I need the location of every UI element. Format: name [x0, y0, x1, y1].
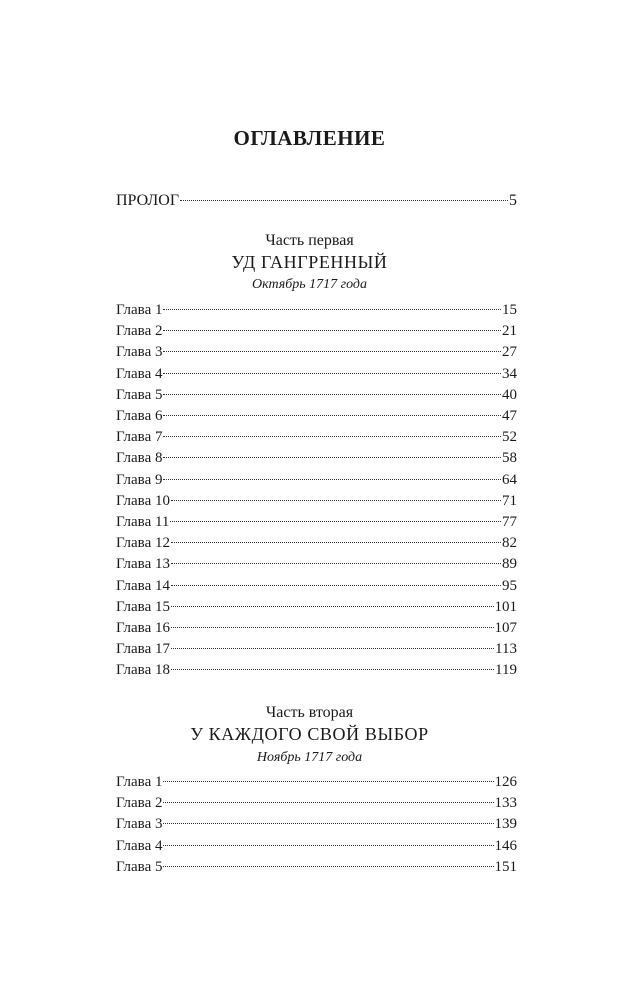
toc-entry-label: Глава 5: [116, 386, 163, 403]
toc-entry-label: Глава 4: [116, 365, 163, 382]
toc-entry-page: 82: [502, 535, 517, 552]
toc-entry-page: 21: [502, 323, 517, 340]
toc-entry-page: 139: [494, 816, 517, 833]
toc-entry-label: Глава 7: [116, 429, 163, 446]
toc-entry-page: 146: [494, 837, 517, 854]
toc-entry-label: Глава 15: [116, 598, 170, 615]
part1-title: УД ГАНГРЕННЫЙ: [231, 252, 388, 272]
toc-entry-prologue[interactable]: [116, 190, 517, 211]
dot-leader: [163, 866, 493, 867]
dot-leader: [163, 802, 493, 803]
dot-leader: [163, 457, 501, 458]
toc-entry-label: Глава 2: [116, 795, 163, 812]
toc-entry-page: 101: [494, 598, 517, 615]
toc-entry-page: 15: [502, 302, 517, 318]
toc-entry-label: Глава 14: [116, 577, 170, 594]
toc-entry-label: Глава 18: [116, 662, 170, 679]
toc-entry-page: 52: [502, 429, 517, 446]
toc-entry-page: 71: [502, 492, 517, 509]
toc-entry-chapter[interactable]: [116, 772, 517, 793]
toc-entry-label: Глава 1: [116, 302, 163, 318]
toc-entry-chapter[interactable]: [116, 427, 517, 448]
toc-entry-label: Глава 3: [116, 344, 163, 361]
part2-label: Часть вторая: [265, 704, 354, 721]
dot-leader: [163, 845, 493, 846]
toc-entry-chapter[interactable]: [116, 814, 517, 835]
toc-entry-page: 119: [495, 662, 517, 679]
dot-leader: [180, 200, 508, 201]
toc-entry-chapter[interactable]: [116, 321, 517, 342]
toc-entry-label: Глава 3: [116, 816, 163, 833]
toc-entry-chapter[interactable]: [116, 491, 517, 512]
part2-title: У КАЖДОГО СВОЙ ВЫБОР: [190, 724, 429, 744]
toc-entry-chapter[interactable]: [116, 300, 517, 321]
toc-entry-chapter[interactable]: [116, 554, 517, 575]
toc-entry-label: Глава 4: [116, 837, 163, 854]
toc-entry-label: Глава 5: [116, 858, 163, 875]
toc-entry-label: Глава 11: [116, 514, 170, 530]
dot-leader: [163, 309, 501, 310]
toc-entry-chapter[interactable]: [116, 857, 517, 878]
dot-leader: [171, 542, 501, 543]
toc-entry-chapter[interactable]: [116, 576, 517, 597]
toc-entry-page: 77: [502, 514, 517, 530]
toc-entry-chapter[interactable]: [116, 533, 517, 554]
toc-entry-chapter[interactable]: [116, 597, 517, 618]
toc-entry-label: Глава 16: [116, 620, 170, 636]
toc-entry-page: 107: [494, 620, 517, 636]
page-title: ОГЛАВЛЕНИЕ: [233, 126, 386, 150]
toc-entry-chapter[interactable]: [116, 406, 517, 427]
dot-leader: [163, 781, 493, 782]
toc-entry-chapter[interactable]: [116, 470, 517, 491]
toc-entry-page: 113: [495, 641, 517, 658]
dot-leader: [171, 606, 494, 607]
toc-entry-chapter[interactable]: [116, 448, 517, 469]
toc-entry-chapter[interactable]: [116, 639, 517, 660]
toc-entry-label: ПРОЛОГ: [116, 192, 180, 209]
toc-entry-page: 64: [502, 471, 517, 488]
toc-entry-label: Глава 2: [116, 323, 163, 340]
toc-entry-page: 5: [509, 192, 517, 209]
toc-entry-page: 58: [502, 450, 517, 467]
dot-leader: [163, 373, 501, 374]
dot-leader: [170, 521, 501, 522]
toc-entry-chapter[interactable]: [116, 836, 517, 857]
toc-entry-page: 126: [494, 774, 517, 790]
part2-date: Ноябрь 1717 года: [256, 750, 363, 765]
toc-entry-page: 27: [502, 344, 517, 361]
part1-date: Октябрь 1717 года: [251, 277, 368, 292]
toc-entry-chapter[interactable]: [116, 618, 517, 639]
dot-leader: [171, 627, 494, 628]
dot-leader: [163, 436, 501, 437]
toc-entry-chapter[interactable]: [116, 660, 517, 681]
toc-entry-label: Глава 17: [116, 641, 170, 658]
toc-entry-page: 95: [502, 577, 517, 594]
dot-leader: [163, 394, 501, 395]
dot-leader: [171, 669, 494, 670]
toc-entry-label: Глава 10: [116, 492, 170, 509]
toc-entry-label: Глава 6: [116, 408, 163, 424]
toc-entry-label: Глава 13: [116, 556, 170, 573]
toc-entry-chapter[interactable]: [116, 793, 517, 814]
toc-entry-page: 151: [494, 858, 517, 875]
dot-leader: [171, 563, 501, 564]
toc-entry-chapter[interactable]: [116, 385, 517, 406]
toc-entry-chapter[interactable]: [116, 364, 517, 385]
toc-entry-page: 89: [502, 556, 517, 573]
dot-leader: [163, 330, 501, 331]
part1-label: Часть первая: [265, 232, 354, 249]
dot-leader: [163, 351, 501, 352]
toc-entry-label: Глава 1: [116, 774, 163, 790]
toc-entry-label: Глава 8: [116, 450, 163, 467]
toc-entry-chapter[interactable]: [116, 512, 517, 533]
toc-entry-chapter[interactable]: [116, 342, 517, 363]
dot-leader: [163, 415, 501, 416]
dot-leader: [171, 648, 494, 649]
toc-entry-label: Глава 12: [116, 535, 170, 552]
toc-entry-page: 133: [494, 795, 517, 812]
dot-leader: [163, 479, 501, 480]
dot-leader: [171, 585, 501, 586]
toc-entry-page: 34: [502, 365, 517, 382]
toc-entry-page: 47: [502, 408, 517, 424]
toc-entry-label: Глава 9: [116, 471, 163, 488]
dot-leader: [163, 823, 493, 824]
toc-entry-page: 40: [502, 386, 517, 403]
dot-leader: [171, 500, 501, 501]
